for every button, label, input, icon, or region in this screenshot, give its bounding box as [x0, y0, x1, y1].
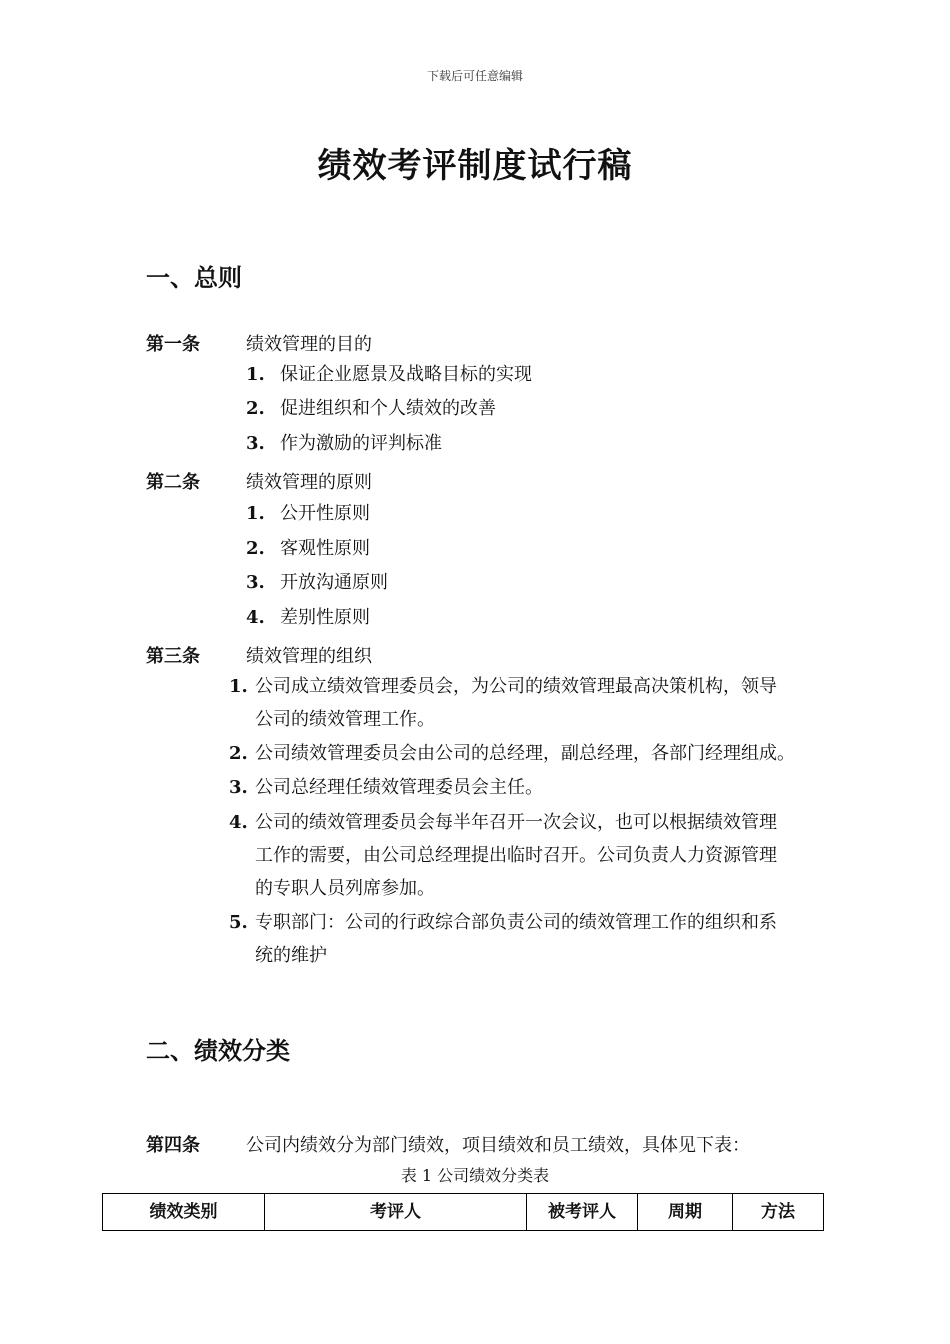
list-item-line: 公司的绩效管理工作。 [255, 709, 435, 730]
list-item-number: 4. [229, 812, 248, 833]
list-item-line: 公司绩效管理委员会由公司的总经理，副总经理，各部门经理组成。 [255, 743, 795, 764]
article-4-label: 第四条 [146, 1135, 200, 1156]
table-header-cell: 方法 [733, 1194, 824, 1231]
list-item-line: 的专职人员列席参加。 [255, 878, 435, 899]
list-item-number: 1. [229, 676, 248, 697]
table-header-row [103, 1194, 824, 1231]
list-item-number: 4. [246, 607, 265, 628]
table-header-cell: 周期 [638, 1194, 733, 1231]
article-3-text: 绩效管理的组织 [246, 646, 372, 667]
document-title: 绩效考评制度试行稿 [317, 146, 633, 186]
article-2-text: 绩效管理的原则 [246, 472, 372, 493]
list-item: 公开性原则 [280, 503, 370, 524]
table-caption: 表 1 公司绩效分类表 [400, 1166, 550, 1185]
page-header: 下载后可任意编辑 [426, 69, 523, 83]
list-item: 促进组织和个人绩效的改善 [280, 398, 496, 419]
list-item-number: 1. [246, 364, 265, 385]
list-item-number: 3. [229, 777, 248, 798]
list-item-line: 专职部门：公司的行政综合部负责公司的绩效管理工作的组织和系 [255, 912, 777, 933]
list-item-line: 公司总经理任绩效管理委员会主任。 [255, 777, 543, 798]
list-item-number: 3. [246, 572, 265, 593]
list-item: 保证企业愿景及战略目标的实现 [280, 364, 532, 385]
list-item: 客观性原则 [280, 538, 370, 559]
list-item: 作为激励的评判标准 [280, 433, 442, 454]
list-item-number: 5. [229, 912, 248, 933]
table-header-cell: 考评人 [265, 1194, 527, 1231]
table-header-cell: 被考评人 [527, 1194, 638, 1231]
article-2-label: 第二条 [146, 472, 200, 493]
article-1-text: 绩效管理的目的 [246, 334, 372, 355]
list-item: 开放沟通原则 [280, 572, 388, 593]
list-item-line: 统的维护 [255, 945, 327, 966]
performance-classification-table [102, 1193, 824, 1231]
section-heading-general: 一、总则 [146, 264, 242, 292]
list-item-number: 3. [246, 433, 265, 454]
list-item: 差别性原则 [280, 607, 370, 628]
list-item-number: 1. [246, 503, 265, 524]
article-1-label: 第一条 [146, 334, 200, 355]
list-item-line: 公司成立绩效管理委员会，为公司的绩效管理最高决策机构，领导 [255, 676, 777, 697]
section-heading-classification: 二、绩效分类 [146, 1037, 290, 1065]
table-header-cell: 绩效类别 [103, 1194, 265, 1231]
article-3-label: 第三条 [146, 646, 200, 667]
article-4-text: 公司内绩效分为部门绩效，项目绩效和员工绩效，具体见下表： [246, 1135, 750, 1156]
list-item-number: 2. [229, 743, 248, 764]
list-item-line: 工作的需要，由公司总经理提出临时召开。公司负责人力资源管理 [255, 845, 777, 866]
list-item-number: 2. [246, 538, 265, 559]
list-item-number: 2. [246, 398, 265, 419]
list-item-line: 公司的绩效管理委员会每半年召开一次会议，也可以根据绩效管理 [255, 812, 777, 833]
